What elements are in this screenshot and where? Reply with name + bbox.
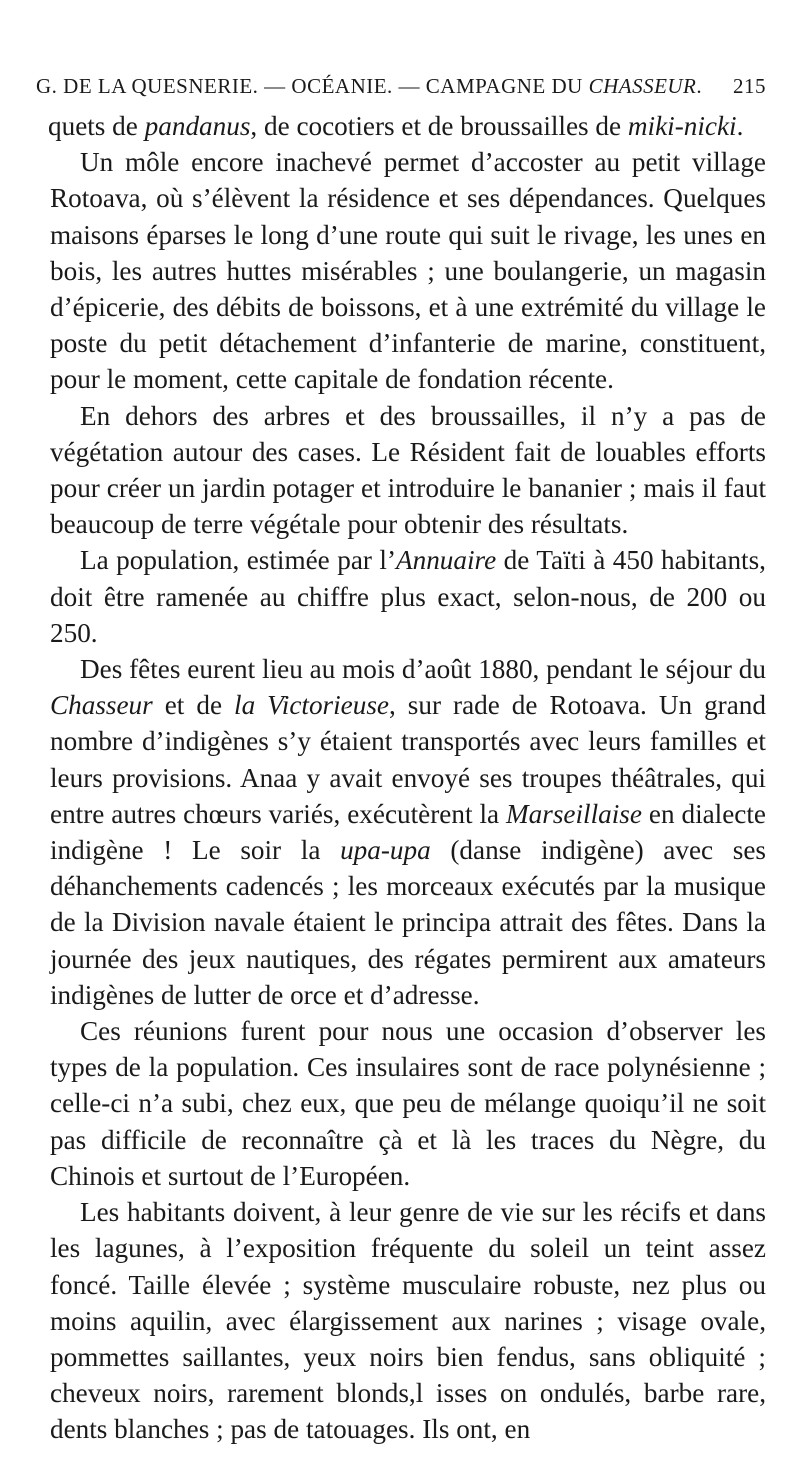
body-text: [50, 108, 766, 1448]
text-run: Ces réunions furent pour nous une occasion d’observer les types de la population. Ces insulaires sont de race polynésienne ; celle-ci n’a subi, chez eux, que peu de mélange quoiqu’il ne soit pas difficile de reconnaître çà et là les traces du Nègre, du Chinois et surtout de l’Européen.: [50, 1016, 766, 1191]
text-run: (danse indigène) avec ses déhanchements cadencés ; les morceaux exécutés par la musique de la Division navale étaient le principa attrait des fêtes. Dans la journée des jeux nautiques, des régates permirent aux amateurs indigènes de lutter de orce et d’adresse.: [50, 835, 766, 1010]
page-number: 215: [733, 74, 766, 98]
text-run: quets de: [48, 111, 145, 141]
paragraph: [50, 108, 766, 144]
running-head-ship: CHASSEUR: [588, 74, 697, 98]
text-run: En dehors des arbres et des broussailles, il n’y a pas de végétation autour des cases. Le Résident fait de louables efforts pour créer un jardin potager et introduire le bananier ; mais il faut beaucoup de terre végétale pour obtenir des résultats.: [50, 400, 766, 540]
text-run: .: [736, 111, 744, 141]
paragraph: [50, 398, 766, 543]
paragraph: [50, 542, 766, 651]
paragraph: [50, 144, 766, 397]
italic-text: Annuaire: [396, 545, 497, 576]
paragraph: [50, 651, 766, 1013]
text-run: en dialecte indigène ! Le soir la: [50, 798, 766, 866]
running-head-left: G. DE LA QUESNERIE. — OCÉANIE. — CAMPAGNE DU: [36, 74, 589, 98]
italic-text: pandanus: [144, 111, 251, 141]
running-head-punct: .: [696, 74, 703, 98]
running-head: [36, 74, 766, 99]
italic-text: upa-upa: [340, 835, 431, 866]
text-run: Un môle encore inachevé permet d’accoster au petit village Rotoava, où s’élèvent la résidence et ses dépendances. Quelques maisons éparses le long d’une route qui suit le rivage, les unes en bois, les autres huttes misérables ; une boulangerie, un magasin d’épicerie, des débits de boissons, et à une extrémité du village le poste du petit détachement d’infanterie de marine, constituent, pour le moment, cette capitale de fondation récente.: [50, 147, 766, 395]
paragraph: [50, 1194, 766, 1447]
italic-text: la Victorieuse: [234, 690, 389, 721]
text-run: La population, estimée par l’: [80, 545, 397, 576]
running-head-title: [36, 74, 702, 99]
paragraph: [50, 1013, 766, 1194]
text-run: Des fêtes eurent lieu au mois d’août 1880, pendant le séjour du: [80, 654, 766, 685]
text-run: et de: [152, 690, 235, 721]
italic-text: Chasseur: [50, 690, 153, 721]
italic-text: miki-nicki: [627, 111, 737, 141]
text-run: , de cocotiers et de broussailles de: [250, 111, 628, 141]
text-run: de Taïti à 450 habitants, doit être ramenée au chiffre plus exact, selon-nous, de 200 ou 250.: [50, 545, 766, 648]
text-run: , sur rade de Rotoava. Un grand nombre d’indigènes s’y étaient transportés avec leurs familles et leurs provisions. Anaa y avait envoyé ses troupes théâtrales, qui entre autres chœurs variés, exécutèrent la: [50, 690, 766, 829]
text-run: Les habitants doivent, à leur genre de vie sur les récifs et dans les lagunes, à l’exposition fréquente du soleil un teint assez foncé. Taille élevée ; système musculaire robuste, nez plus ou moins aquilin, avec élargissement aux narines ; visage ovale, pommettes saillantes, yeux noirs bien fendus, sans obliquité ; cheveux noirs, rarement blonds,l isses on ondulés, barbe rare, dents blanches ; pas de tatouages. Ils ont, en: [50, 1197, 766, 1445]
italic-text: Marseillaise: [506, 798, 642, 829]
